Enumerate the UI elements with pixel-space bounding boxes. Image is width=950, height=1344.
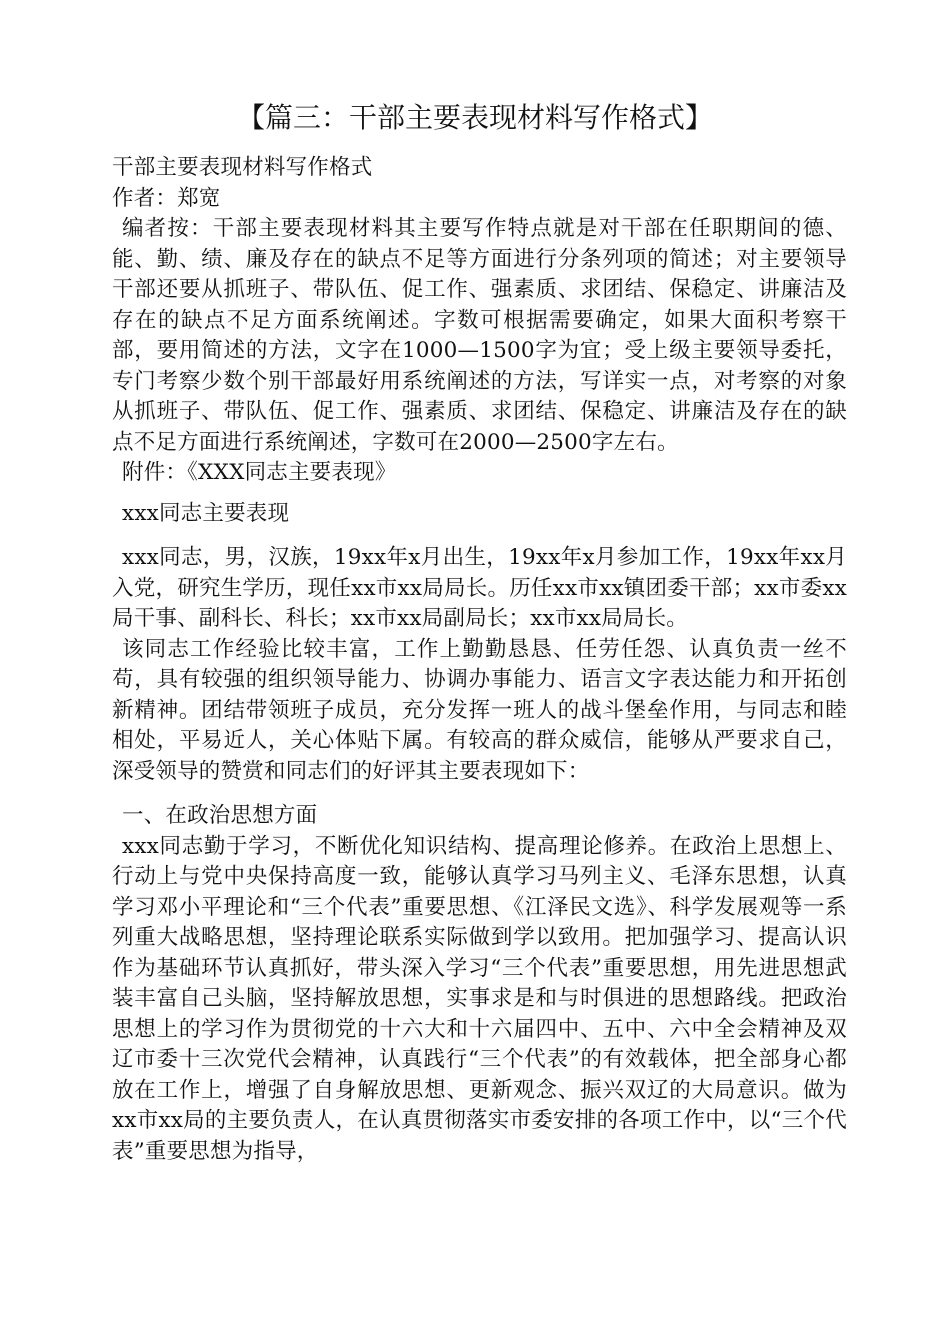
attachment-line: 附件：《XXX同志主要表现》 [122,460,397,485]
paragraph-politics: xxx同志勤于学习，不断优化知识结构、提高理论修养。在政治上思想上、行动上与党中央保持高度一致，能够认真学习马列主义、毛泽东思想，认真学习邓小平理论和“三个代表”重要思想、《江泽民文选》、科学发展观等一系列重大战略思想，坚持理论联系实际做到学以致用。把加强学习、提高认识作为基础环节认真抓好，带头深入学习“三个代表”重要思想，用先进思想武装丰富自己头脑，坚持解放思想，实事求是和与时俱进的思想路线。把政治思想上的学习作为贯彻党的十六大和十六届四中、五中、六中全会精神及双辽市委十三次党代会精神，认真践行“三个代表”的有效载体，把全部身心都放在工作上，增强了自身解放思想、更新观念、振兴双辽的大局意识。做为xx市xx局的主要负责人，在认真贯彻落实市委安排的各项工作中，以“三个代表”重要思想为指导， [112,833,847,1164]
author-line: 作者：郑宽 [112,185,221,211]
section-heading: xxx同志主要表现 [122,500,290,526]
paragraph-bio: xxx同志，男，汉族，19xx年x月出生，19xx年x月参加工作，19xx年xx月入党，研究生学历，现任xx市xx局局长。历任xx市xx镇团委干部；xx市委xx局干事、副科长、科长；xx市xx局副局长；xx市xx局局长。 [112,545,847,631]
document-subtitle: 干部主要表现材料写作格式 [112,155,373,180]
paragraph-summary: 该同志工作经验比较丰富，工作上勤勤恳恳、任劳任怨、认真负责一丝不苟，具有较强的组织领导能力、协调办事能力、语言文字表达能力和开拓创新精神。团结带领班子成员，充分发挥一班人的战斗堡垒作用，与同志和睦相处，平易近人，关心体贴下属。有较高的群众威信，能够从严要求自己，深受领导的赞赏和同志们的好评其主要表现如下： [112,636,847,784]
document-title: 【篇三：干部主要表现材料写作格式】 [236,101,713,134]
document-body [112,153,847,1167]
editor-note: 编者按：干部主要表现材料其主要写作特点就是对干部在任职期间的德、能、勤、绩、廉及存在的缺点不足等方面进行分条列项的简述；对主要领导干部还要从抓班子、带队伍、促工作、强素质、求团结、保稳定、讲廉洁及存在的缺点不足方面系统阐述。字数可根据需要确定，如果大面积考察干部，要用简述的方法，文字在1000—1500字为宜；受上级主要领导委托，专门考察少数个别干部最好用系统阐述的方法，写详实一点，对考察的对象从抓班子、带队伍、促工作、强素质、求团结、保稳定、讲廉洁及存在的缺点不足方面进行系统阐述，字数可在2000—2500字左右。 [112,216,847,455]
heading-politics: 一、在政治思想方面 [122,803,318,828]
